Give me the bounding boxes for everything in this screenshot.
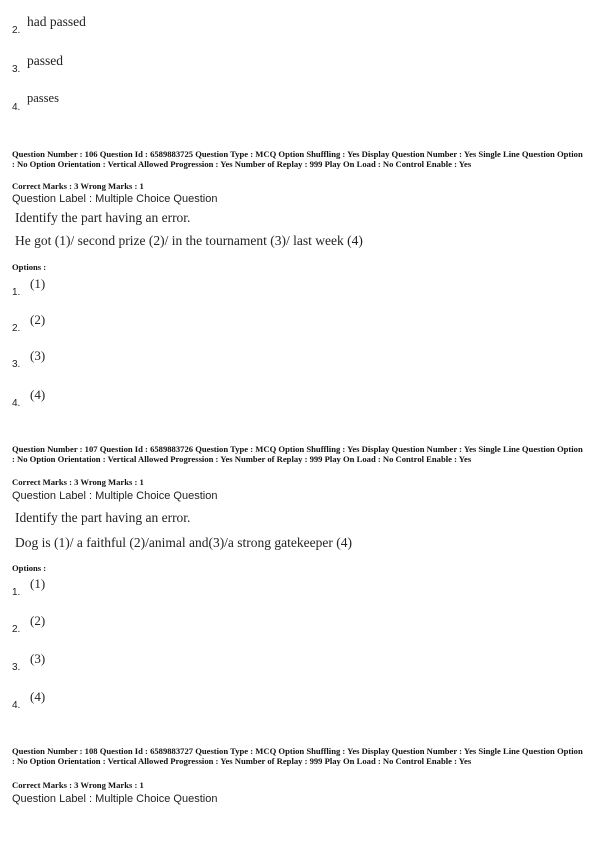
q106-meta: Question Number : 106 Question Id : 6589883725 Question Type : MCQ Option Shuffling : Yes Display Question Number : Yes Single Line Question Option : No Option Orientation : Vertical Allowed Progression : Yes Number of Replay : 999 Play On Load : No Control Enable : Yes	[12, 149, 583, 169]
q107-instruction: Identify the part having an error.	[15, 510, 191, 525]
option-number: 3.	[12, 64, 21, 75]
option-number: 1.	[12, 287, 21, 298]
option-number: 4.	[12, 102, 21, 113]
option-number: 1.	[12, 587, 21, 598]
q108-meta: Question Number : 108 Question Id : 6589883727 Question Type : MCQ Option Shuffling : Yes Display Question Number : Yes Single Line Question Option : No Option Orientation : Vertical Allowed Progression : Yes Number of Replay : 999 Play On Load : No Control Enable : Yes	[12, 746, 583, 766]
q107-meta: Question Number : 107 Question Id : 6589883726 Question Type : MCQ Option Shuffling : Yes Display Question Number : Yes Single Line Question Option : No Option Orientation : Vertical Allowed Progression : Yes Number of Replay : 999 Play On Load : No Control Enable : Yes	[12, 444, 583, 464]
q106-label: Question Label : Multiple Choice Question	[12, 193, 218, 205]
option-text: (4)	[30, 689, 46, 704]
q107-options-heading: Options :	[12, 563, 47, 573]
q108-marks: Correct Marks : 3 Wrong Marks : 1	[12, 780, 144, 790]
option-text: (3)	[30, 651, 46, 666]
option-text: (4)	[30, 387, 46, 402]
q106-marks: Correct Marks : 3 Wrong Marks : 1	[12, 181, 144, 191]
q106-options-heading: Options :	[12, 262, 47, 272]
option-text: had passed	[27, 14, 86, 29]
option-number: 4.	[12, 700, 21, 711]
option-number: 2.	[12, 25, 21, 36]
q106-instruction: Identify the part having an error.	[15, 210, 191, 225]
q107-label: Question Label : Multiple Choice Question	[12, 490, 218, 502]
option-number: 4.	[12, 398, 21, 409]
option-text: (1)	[30, 276, 46, 291]
option-text: passed	[27, 53, 63, 68]
q107-marks: Correct Marks : 3 Wrong Marks : 1	[12, 477, 144, 487]
q108-label: Question Label : Multiple Choice Question	[12, 793, 218, 805]
option-number: 3.	[12, 662, 21, 673]
option-number: 3.	[12, 359, 21, 370]
q106-sentence: He got (1)/ second prize (2)/ in the tournament (3)/ last week (4)	[15, 233, 363, 248]
option-text: (3)	[30, 348, 46, 363]
q107-sentence: Dog is (1)/ a faithful (2)/animal and(3)/a strong gatekeeper (4)	[15, 535, 352, 550]
option-number: 2.	[12, 624, 21, 635]
option-text: passes	[27, 91, 59, 105]
option-text: (2)	[30, 312, 46, 327]
option-text: (1)	[30, 576, 46, 591]
option-text: (2)	[30, 613, 46, 628]
option-number: 2.	[12, 323, 21, 334]
